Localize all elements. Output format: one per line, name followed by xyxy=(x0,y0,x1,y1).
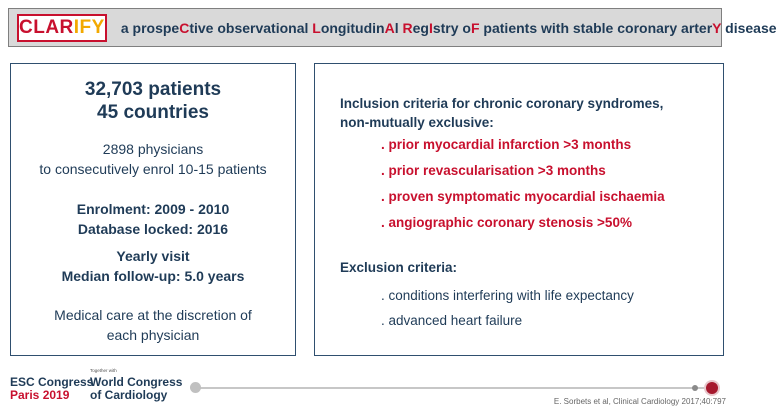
esc-line-2: Paris 2019 xyxy=(10,388,70,402)
criteria-box xyxy=(314,63,724,356)
wc-line-1: World Congress xyxy=(90,375,183,389)
title-highlight-letter: A xyxy=(384,19,395,36)
inclusion-item: . prior myocardial infarction >3 months xyxy=(381,137,632,152)
exclusion-list xyxy=(381,286,634,336)
title-segment: eg xyxy=(412,19,429,36)
exclusion-heading: Exclusion criteria: xyxy=(340,260,458,275)
title-segment: disease xyxy=(721,19,777,36)
medical-care-line-2: each physician xyxy=(106,327,200,343)
title-segment: ongitudin xyxy=(320,19,385,36)
timeline-current-dot xyxy=(706,382,718,394)
title-highlight-letter: I xyxy=(428,19,433,36)
logo-part2: IFY xyxy=(73,16,105,38)
patients-count: 32,703 patients xyxy=(84,79,222,100)
title-highlight-letter: L xyxy=(312,19,321,36)
title-segment: tive observational xyxy=(189,19,313,36)
inclusion-heading xyxy=(340,94,710,132)
countries-count: 45 countries xyxy=(97,102,209,123)
inclusion-heading-line-1: Inclusion criteria for chronic coronary syndromes, xyxy=(340,96,664,111)
title-bar xyxy=(8,8,777,47)
clarify-logo xyxy=(17,14,107,42)
title-highlight-letter: R xyxy=(402,19,413,36)
timeline-start-dot xyxy=(190,382,201,393)
progress-timeline xyxy=(196,387,714,389)
inclusion-item: . prior revascularisation >3 months xyxy=(381,163,606,178)
esc-line-1: ESC Congress xyxy=(10,375,94,389)
physicians-line-1: 2898 physicians xyxy=(102,141,204,157)
median-followup: Median follow-up: 5.0 years xyxy=(61,268,245,284)
medical-care-line-1: Medical care at the discretion of xyxy=(54,307,252,323)
database-locked: Database locked: 2016 xyxy=(77,221,229,237)
world-congress-logo xyxy=(90,376,182,402)
title-segment: stry o xyxy=(432,19,471,36)
together-with-label: Together with xyxy=(90,368,117,373)
inclusion-item: . angiographic coronary stenosis >50% xyxy=(381,215,632,230)
exclusion-item: . advanced heart failure xyxy=(381,313,523,328)
logo-part1: CLAR xyxy=(19,16,74,38)
title-highlight-letter: C xyxy=(179,19,190,36)
title-highlight-letter: Y xyxy=(712,19,722,36)
study-summary-box xyxy=(10,63,296,356)
title-segment: patients with stable coronary arter xyxy=(479,19,713,36)
inclusion-heading-line-2: non-mutually exclusive: xyxy=(340,115,494,130)
inclusion-list xyxy=(381,135,665,239)
registry-title xyxy=(121,20,777,36)
enrolment-period: Enrolment: 2009 - 2010 xyxy=(76,201,230,217)
title-segment: l xyxy=(394,19,403,36)
title-segment: a prospe xyxy=(120,19,180,36)
physicians-line-2: to consecutively enrol 10-15 patients xyxy=(39,161,267,177)
title-highlight-letter: F xyxy=(470,19,480,36)
yearly-visit: Yearly visit xyxy=(116,248,190,264)
exclusion-item: . conditions interfering with life expectancy xyxy=(381,288,634,303)
esc-congress-logo xyxy=(10,376,93,402)
citation: E. Sorbets et al, Clinical Cardiology 2017;40:797 xyxy=(553,397,726,406)
timeline-mid-dot xyxy=(692,385,698,391)
inclusion-item: . proven symptomatic myocardial ischaemia xyxy=(381,189,665,204)
wc-line-2: of Cardiology xyxy=(90,388,168,402)
